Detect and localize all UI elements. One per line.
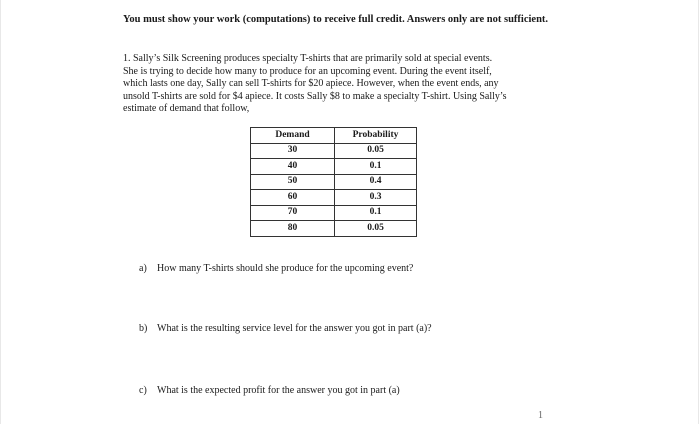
problem-line: 1. Sally’s Silk Screening produces specialty T-shirts that are primarily sold at special events. bbox=[123, 53, 493, 64]
instruction-text: You must show your work (computations) to receive full credit. Answers only are not sufficient. bbox=[123, 14, 549, 25]
table-header-row bbox=[251, 128, 417, 144]
demand-cell: 30 bbox=[251, 143, 335, 159]
question-letter: c) bbox=[139, 385, 147, 396]
question-letter: a) bbox=[139, 263, 147, 274]
probability-header: Probability bbox=[335, 128, 417, 144]
table-row bbox=[251, 190, 417, 206]
probability-cell: 0.05 bbox=[335, 221, 417, 237]
problem-line: which lasts one day, Sally can sell T-shirts for $20 apiece. However, when the event ends, any bbox=[123, 78, 499, 90]
question-text: What is the resulting service level for the answer you got in part (a)? bbox=[157, 323, 432, 334]
probability-cell: 0.3 bbox=[335, 190, 417, 206]
demand-cell: 70 bbox=[251, 205, 335, 221]
problem-statement bbox=[123, 53, 553, 116]
table-row bbox=[251, 221, 417, 237]
table-row bbox=[251, 205, 417, 221]
probability-cell: 0.4 bbox=[335, 174, 417, 190]
demand-cell: 60 bbox=[251, 190, 335, 206]
problem-line: estimate of demand that follow, bbox=[123, 103, 250, 115]
question-text: What is the expected profit for the answer you got in part (a) bbox=[157, 385, 400, 396]
question-text: How many T-shirts should she produce for the upcoming event? bbox=[157, 263, 414, 274]
table-row bbox=[251, 174, 417, 190]
demand-cell: 80 bbox=[251, 221, 335, 237]
demand-probability-table bbox=[250, 127, 417, 237]
demand-cell: 40 bbox=[251, 159, 335, 175]
page-number: 1 bbox=[538, 410, 543, 421]
question-a bbox=[139, 263, 413, 275]
probability-cell: 0.1 bbox=[335, 205, 417, 221]
problem-line: unsold T-shirts are sold for $4 apiece. It costs Sally $8 to make a specialty T-shirt. Using Sally’s bbox=[123, 90, 507, 102]
table-row bbox=[251, 159, 417, 175]
demand-header: Demand bbox=[251, 128, 335, 144]
question-c bbox=[139, 385, 400, 397]
question-b bbox=[139, 323, 432, 335]
probability-cell: 0.1 bbox=[335, 159, 417, 175]
problem-line: She is trying to decide how many to produce for an upcoming event. During the event itself, bbox=[123, 65, 492, 77]
probability-cell: 0.05 bbox=[335, 143, 417, 159]
table-row bbox=[251, 143, 417, 159]
question-letter: b) bbox=[139, 323, 148, 334]
demand-cell: 50 bbox=[251, 174, 335, 190]
